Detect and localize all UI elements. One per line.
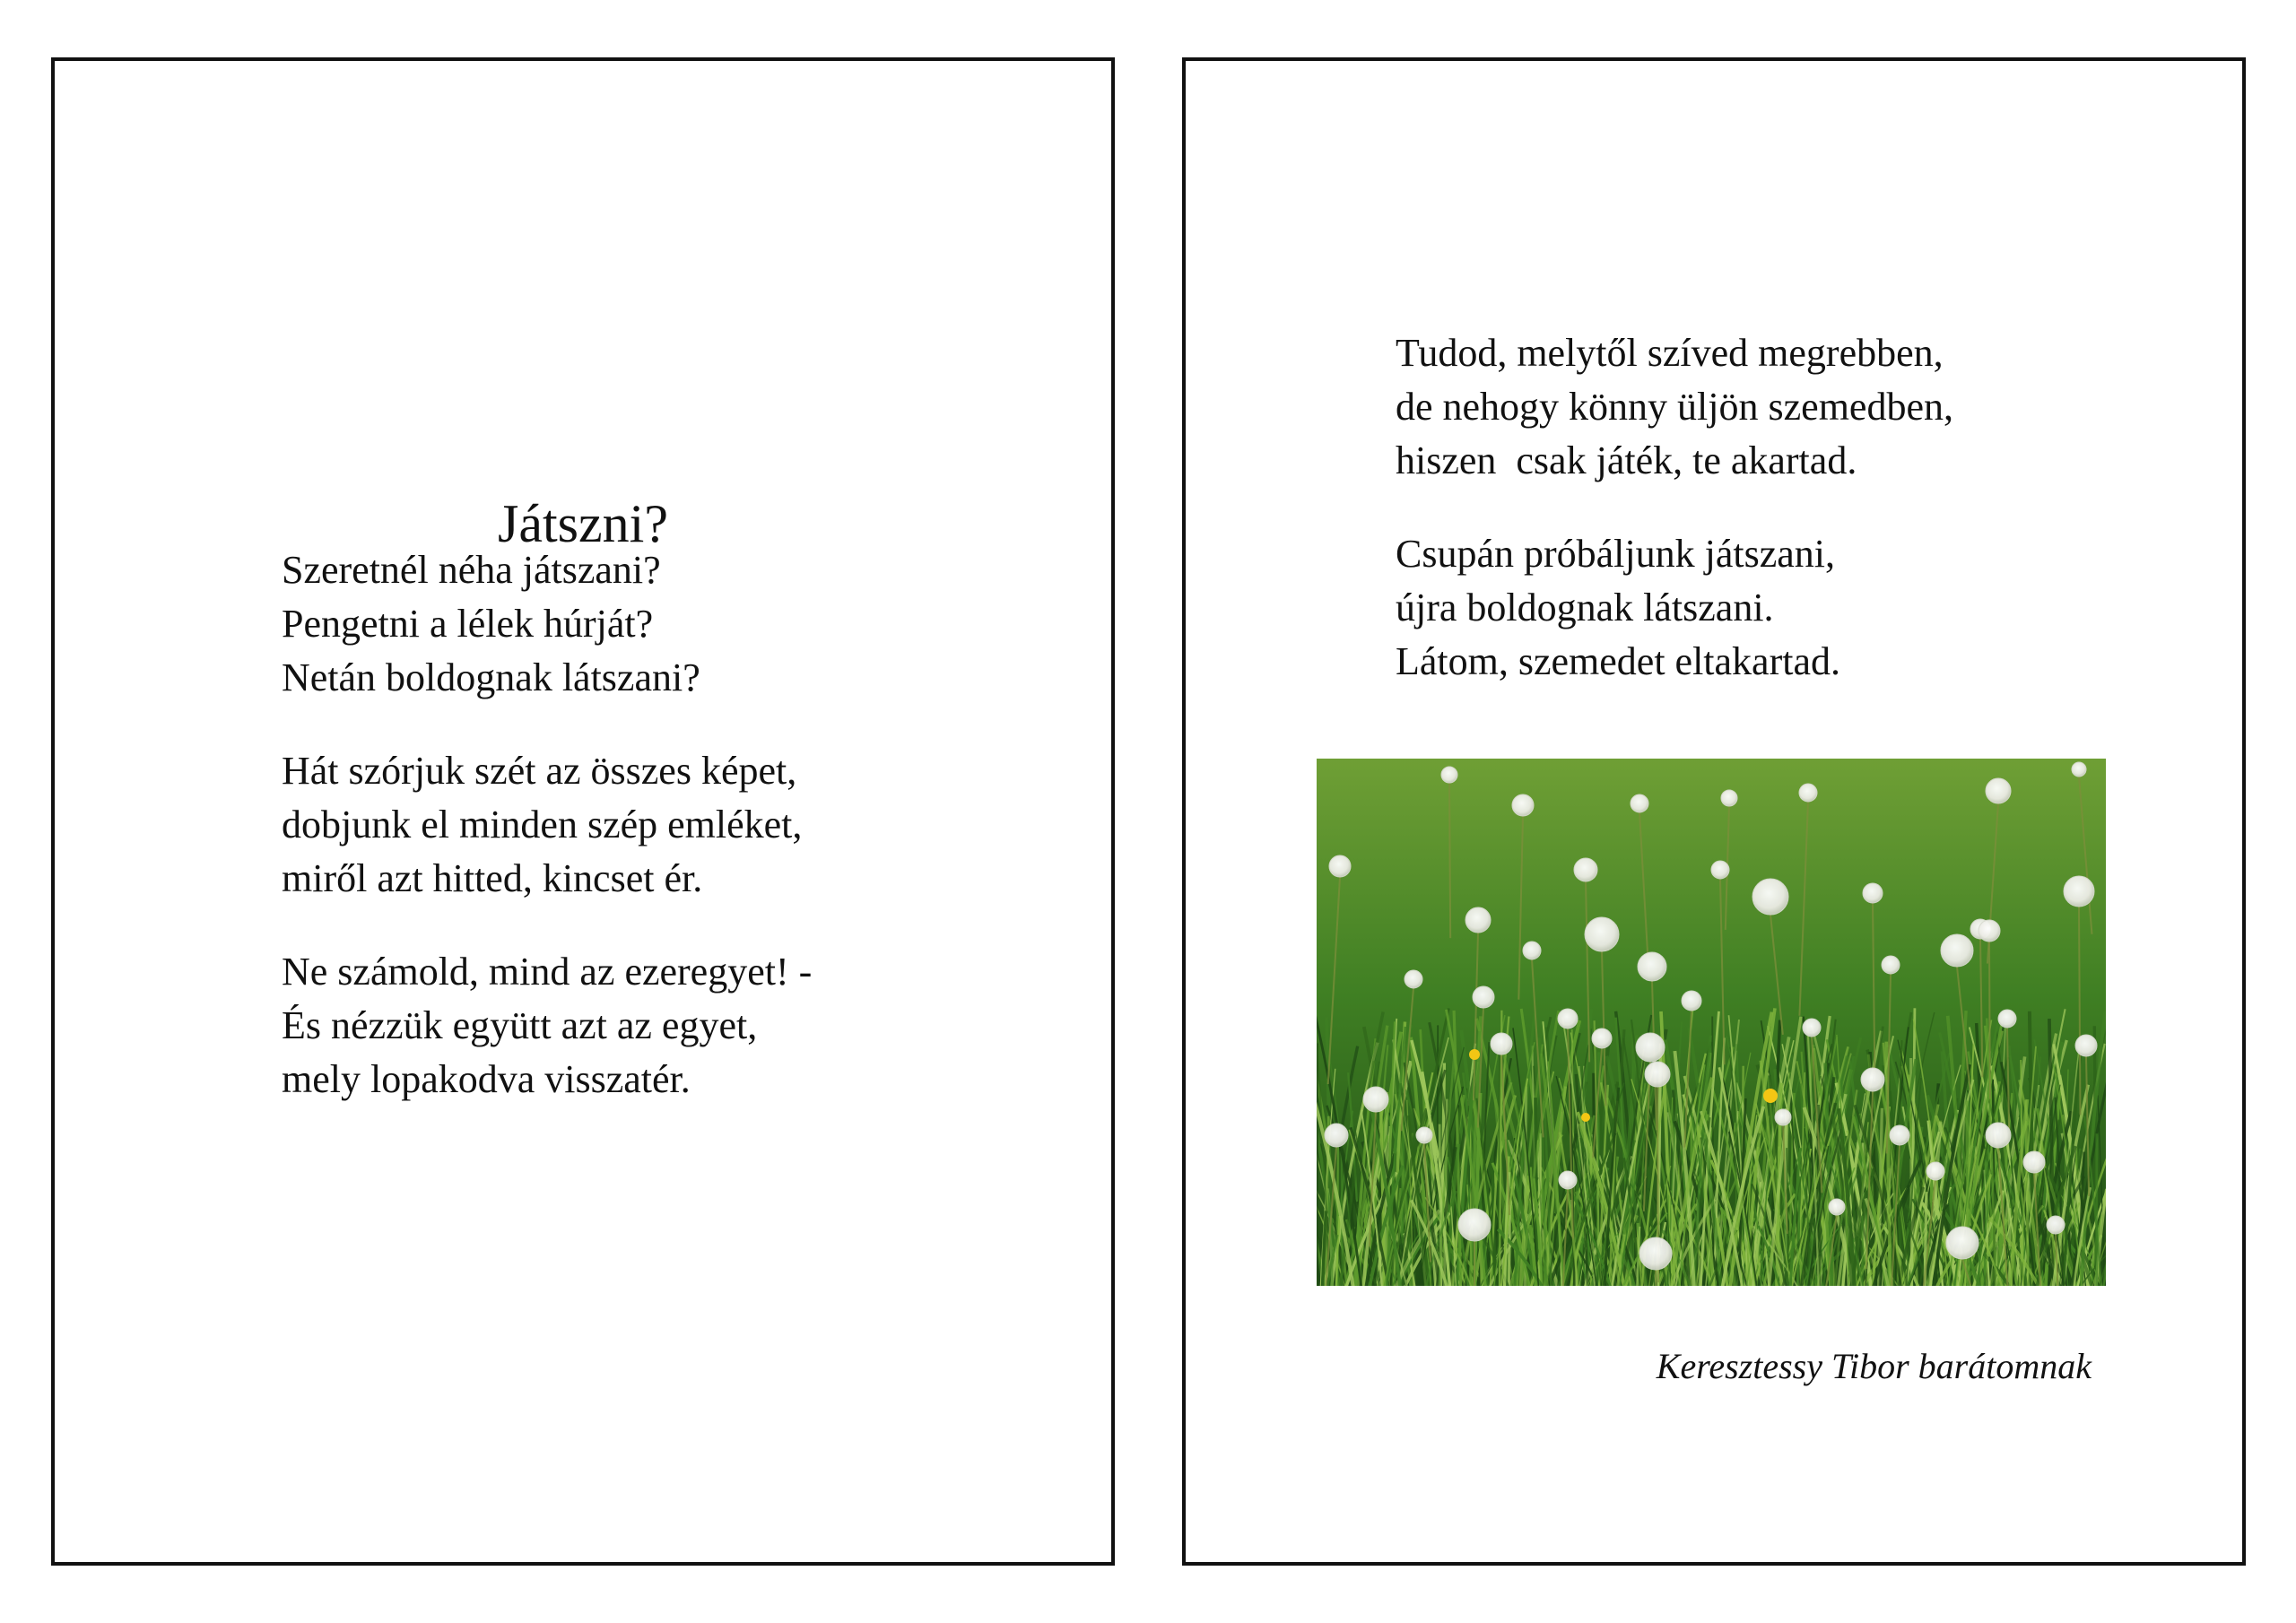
dandelion-seedhead — [1752, 879, 1788, 915]
dandelion-seedhead — [1863, 883, 1883, 903]
poem-line: Hát szórjuk szét az összes képet, — [282, 749, 797, 793]
poem-line: Csupán próbáljunk játszani, — [1396, 532, 1836, 576]
poem-line: miről azt hitted, kincset ér. — [282, 856, 703, 900]
dandelion-seedhead — [1941, 934, 1973, 967]
dandelion-seedhead — [1405, 970, 1422, 988]
dandelion-seedhead — [1645, 1062, 1670, 1087]
dandelion-seedhead — [1458, 1209, 1491, 1241]
dandelion-seedhead — [1721, 790, 1737, 806]
dandelion-stem — [1656, 1270, 1657, 1286]
dandelion-seedhead — [1639, 1237, 1672, 1270]
poem-line: Tudod, melytől szíved megrebben, — [1396, 331, 1944, 375]
poem-line: hiszen csak játék, te akartad. — [1396, 438, 1857, 482]
poem-line: Pengetni a lélek húrját? — [282, 602, 654, 646]
left-page — [51, 57, 1115, 1566]
poem-line: mely lopakodva visszatér. — [282, 1057, 691, 1101]
dandelion-seedhead — [1636, 1033, 1665, 1062]
dandelion-seedhead — [1558, 1009, 1578, 1028]
poem-line: Ne számold, mind az ezeregyet! - — [282, 950, 813, 994]
stanza — [1396, 527, 1840, 689]
stanza — [282, 945, 812, 1107]
right-page — [1182, 57, 2246, 1566]
dandelion-stem — [1449, 783, 1450, 938]
poem-line: dobjunk el minden szép emléket, — [282, 803, 803, 846]
poem-line: Netán boldognak látszani? — [282, 655, 700, 699]
dandelion-seedhead — [2072, 762, 2086, 777]
dandelion-seedhead — [1861, 1068, 1884, 1091]
dandelion-stem — [1989, 942, 1990, 1099]
poem-line: És nézzük együtt azt az egyet, — [282, 1003, 758, 1047]
dandelion-seedhead — [1682, 991, 1701, 1011]
dandelion-seedhead — [1775, 1109, 1791, 1125]
dandelion-seedhead — [1979, 920, 2000, 942]
dandelion-seedhead — [1592, 1028, 1612, 1048]
poem-line: Látom, szemedet eltakartad. — [1396, 639, 1840, 683]
dandelion-seedhead — [1711, 861, 1729, 879]
dandelion-seedhead — [1559, 1171, 1577, 1189]
grass-blade — [1862, 1216, 1863, 1286]
dandelion-seedhead — [1465, 907, 1491, 933]
poem-line: de nehogy könny üljön szemedben, — [1396, 385, 1953, 429]
dandelion-seedhead — [1803, 1019, 1821, 1037]
dandelion-seedhead — [1998, 1010, 2016, 1028]
dandelion-seedhead — [1926, 1162, 1944, 1180]
stanza — [1396, 326, 1953, 488]
stanza — [282, 543, 700, 705]
dandelion-meadow-photo — [1317, 759, 2106, 1286]
poem-title: Játszni? — [498, 494, 668, 553]
meadow-illustration — [1317, 759, 2106, 1286]
dandelion-seedhead — [1512, 794, 1534, 816]
dandelion-seedhead — [1890, 1125, 1909, 1145]
dandelion-seedhead — [1882, 956, 1900, 974]
dandelion-seedhead — [2023, 1151, 2045, 1173]
dandelion-seedhead — [1986, 778, 2011, 803]
dedication: Keresztessy Tibor barátomnak — [1656, 1346, 2092, 1386]
dandelion-flower — [1581, 1113, 1590, 1122]
dandelion-seedhead — [1329, 855, 1351, 877]
dandelion-seedhead — [1523, 942, 1541, 959]
dandelion-seedhead — [1416, 1127, 1432, 1143]
dandelion-seedhead — [1946, 1227, 1979, 1259]
dandelion-seedhead — [2075, 1035, 2097, 1056]
dandelion-seedhead — [1799, 784, 1817, 802]
dandelion-seedhead — [1986, 1123, 2011, 1148]
dandelion-seedhead — [1631, 794, 1648, 812]
poem-line: Szeretnél néha játszani? — [282, 548, 661, 592]
dandelion-seedhead — [1363, 1087, 1388, 1112]
dandelion-seedhead — [1441, 767, 1457, 783]
dandelion-seedhead — [1574, 858, 1597, 881]
dandelion-flower — [1469, 1049, 1480, 1060]
dandelion-flower — [1763, 1089, 1778, 1103]
dandelion-seedhead — [2064, 876, 2094, 907]
poem-line: újra boldognak látszani. — [1396, 586, 1774, 629]
dandelion-seedhead — [1325, 1124, 1348, 1147]
dandelion-seedhead — [1491, 1033, 1512, 1055]
dandelion-seedhead — [2047, 1216, 2065, 1234]
dandelion-seedhead — [1829, 1199, 1845, 1215]
dandelion-seedhead — [1473, 986, 1494, 1008]
stanza — [282, 744, 802, 906]
dandelion-seedhead — [1638, 952, 1666, 981]
dandelion-seedhead — [1585, 917, 1619, 951]
